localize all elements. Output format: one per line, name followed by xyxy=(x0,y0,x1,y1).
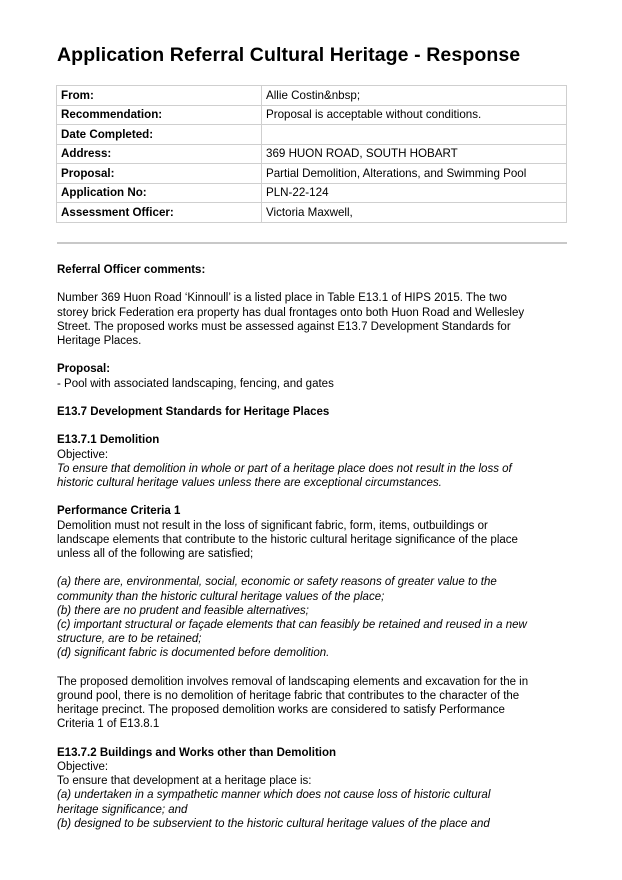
section-divider xyxy=(57,242,567,244)
table-row xyxy=(57,125,567,145)
from-label: From: xyxy=(57,86,262,106)
table-row xyxy=(57,86,567,106)
recommendation-label: Recommendation: xyxy=(57,105,262,125)
objective-label: Objective: xyxy=(57,448,109,461)
proposal-heading: Proposal: xyxy=(57,363,111,376)
proposal-value: Partial Demolition, Alterations, and Swimming Pool xyxy=(262,164,567,184)
comments-heading: Referral Officer comments: xyxy=(57,264,206,276)
buildings-objective-list: (a) undertaken in a sympathetic manner which does not cause loss of historic cultural heritage significance; and (b) designed to be subservient to the historic cultural heritage values of the place and xyxy=(57,789,491,830)
proposal-item: - Pool with associated landscaping, fencing, and gates xyxy=(57,377,334,390)
demolition-heading: E13.7.1 Demolition xyxy=(57,434,160,447)
recommendation-value: Proposal is acceptable without conditions. xyxy=(262,105,567,125)
performance-criteria-heading: Performance Criteria 1 xyxy=(57,505,181,518)
address-label: Address: xyxy=(57,144,262,164)
demolition-assessment: The proposed demolition involves removal of landscaping elements and excavation for the in ground pool, there is no demolition of heritage fabric that contributes to the character of the heritage precinct. The proposed demolition works are considered to satisfy Performance Criteria 1 of E13.8.1 xyxy=(57,675,529,731)
standards-heading: E13.7 Development Standards for Heritage Places xyxy=(57,405,330,418)
intro-paragraph: Number 369 Huon Road ‘Kinnoull’ is a listed place in Table E13.1 of HIPS 2015. The two storey brick Federation era property has dual frontages onto both Huon Road and Wellesley Street. The proposed works must be assessed against E13.7 Development Standards for Heritage Places. xyxy=(57,292,525,347)
application-no-label: Application No: xyxy=(57,183,262,203)
address-value: 369 HUON ROAD, SOUTH HOBART xyxy=(262,144,567,164)
table-row xyxy=(57,144,567,164)
assessment-officer-label: Assessment Officer: xyxy=(57,203,262,223)
table-row xyxy=(57,164,567,184)
from-value: Allie Costin&nbsp; xyxy=(262,86,567,106)
table-row xyxy=(57,183,567,203)
date-completed-label: Date Completed: xyxy=(57,125,262,145)
page-title: Application Referral Cultural Heritage - Response xyxy=(57,44,521,66)
demolition-objective: To ensure that demolition in whole or part of a heritage place does not result in the loss of historic cultural heritage values unless there are exceptional circumstances. xyxy=(57,462,512,489)
performance-criteria-list: (a) there are, environmental, social, economic or safety reasons of greater value to the community than the historic cultural heritage values of the place; (b) there are no prudent and feasible alternatives; (c) important structural or façade elements that can feasibly be retained and reused in a new structure, are to be retained; (d) significant fabric is documented before demolition. xyxy=(57,576,527,660)
buildings-objective-label: Objective: xyxy=(57,760,109,773)
date-completed-value xyxy=(262,125,567,145)
table-row xyxy=(57,105,567,125)
buildings-heading: E13.7.2 Buildings and Works other than Demolition xyxy=(57,746,337,759)
assessment-officer-value: Victoria Maxwell, xyxy=(262,203,567,223)
proposal-label: Proposal: xyxy=(57,164,262,184)
application-no-value: PLN-22-124 xyxy=(262,183,567,203)
referral-info-table xyxy=(56,85,567,223)
buildings-objective-intro: To ensure that development at a heritage place is: xyxy=(57,775,312,788)
comments-body xyxy=(57,263,569,831)
table-row xyxy=(57,203,567,223)
performance-criteria-text: Demolition must not result in the loss of significant fabric, form, items, outbuildings or landscape elements that contribute to the historic cultural heritage significance of the place unless all of the following are satisfied; xyxy=(57,519,518,560)
